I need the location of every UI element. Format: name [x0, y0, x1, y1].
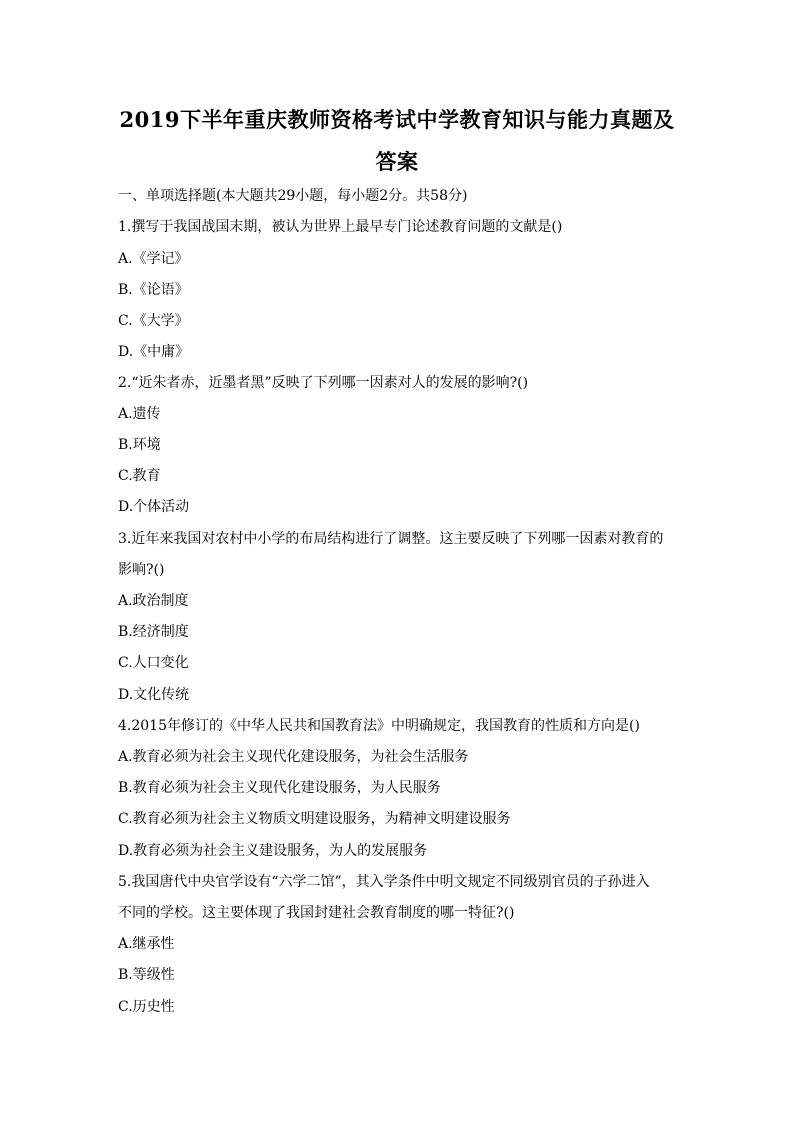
answer-option: B.等级性	[118, 967, 175, 983]
answer-option: B.环境	[118, 437, 161, 453]
answer-option: A.继承性	[118, 936, 175, 952]
answer-option: B.经济制度	[118, 624, 189, 640]
answer-option: D.《中庸》	[118, 344, 190, 360]
document-title-line-1: 2019下半年重庆教师资格考试中学教育知识与能力真题及	[119, 107, 675, 132]
answer-option: C.教育必须为社会主义物质文明建设服务，为精神文明建设服务	[118, 811, 511, 827]
answer-option: C.《大学》	[118, 313, 189, 329]
answer-option: C.人口变化	[118, 655, 189, 671]
answer-option: A.政治制度	[118, 593, 189, 609]
answer-option: C.历史性	[118, 999, 175, 1015]
question-stem: 3.近年来我国对农村中小学的布局结构进行了调整。这主要反映了下列哪一因素对教育的	[118, 531, 664, 547]
answer-option: D.文化传统	[118, 687, 190, 703]
document-title-line-2: 答案	[375, 149, 419, 174]
answer-option: A.《学记》	[118, 251, 189, 267]
answer-option: C.教育	[118, 468, 161, 484]
question-stem: 2.“近朱者赤，近墨者黑”反映了下列哪一因素对人的发展的影响?()	[118, 375, 529, 391]
question-stem: 4.2015年修订的《中华人民共和国教育法》中明确规定，我国教育的性质和方向是()	[118, 718, 640, 734]
question-stem: 5.我国唐代中央官学设有“六学二馆”，其入学条件中明文规定不同级别官员的子孙进入	[118, 874, 650, 890]
answer-option: B.教育必须为社会主义现代化建设服务，为人民服务	[118, 780, 441, 796]
answer-option: B.《论语》	[118, 282, 189, 298]
question-stem: 1.撰写于我国战国末期，被认为世界上最早专门论述教育问题的文献是()	[118, 219, 563, 235]
section-heading: 一、单项选择题(本大题共29小题，每小题2分。共58分)	[118, 188, 468, 204]
question-stem-continuation: 影响?()	[118, 562, 165, 578]
question-stem-continuation: 不同的学校。这主要体现了我国封建社会教育制度的哪一特征?()	[118, 905, 515, 921]
answer-option: A.教育必须为社会主义现代化建设服务，为社会生活服务	[118, 749, 469, 765]
answer-option: A.遗传	[118, 406, 161, 422]
answer-option: D.教育必须为社会主义建设服务，为人的发展服务	[118, 843, 428, 859]
answer-option: D.个体活动	[118, 499, 190, 515]
